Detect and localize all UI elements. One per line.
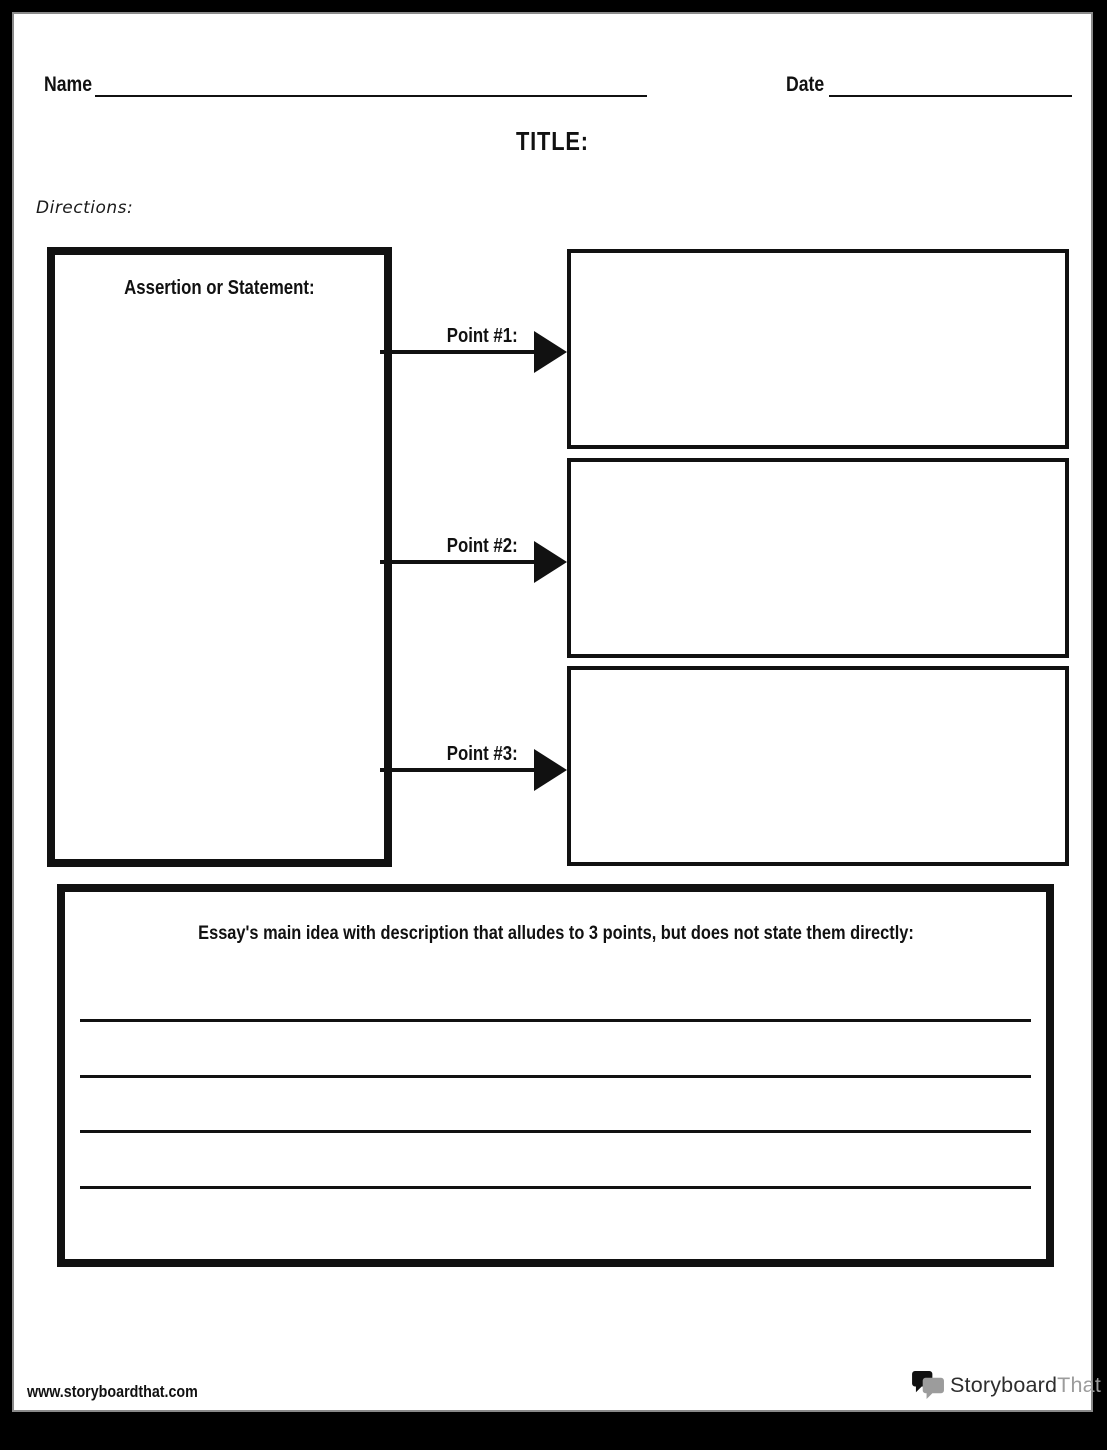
point-1-box[interactable]	[567, 249, 1069, 449]
storyboardthat-logo[interactable]	[912, 1371, 1101, 1400]
date-input-line[interactable]	[829, 95, 1072, 97]
assertion-box[interactable]	[47, 247, 392, 867]
writing-line[interactable]	[80, 1130, 1031, 1133]
point-1-label: Point #1:	[446, 325, 518, 347]
assertion-box-label: Assertion or Statement:	[124, 277, 315, 299]
speech-bubbles-icon	[912, 1371, 945, 1400]
point-1-arrowhead-icon	[534, 331, 567, 373]
name-input-line[interactable]	[95, 95, 647, 97]
point-2-arrow-line	[380, 560, 534, 564]
page-title: TITLE:	[516, 126, 589, 156]
writing-line[interactable]	[80, 1075, 1031, 1078]
directions-label: Directions:	[36, 198, 134, 218]
date-label: Date	[786, 73, 825, 96]
point-3-arrow-line	[380, 768, 534, 772]
point-3-arrowhead-icon	[534, 749, 567, 791]
point-1-arrow-line	[380, 350, 534, 354]
point-2-arrowhead-icon	[534, 541, 567, 583]
worksheet-page	[12, 12, 1101, 1412]
point-3-label: Point #3:	[446, 743, 518, 765]
main-idea-box-label: Essay's main idea with description that alludes to 3 points, but does not state them directly:	[197, 922, 914, 944]
logo-text-primary: Storyboard	[950, 1373, 1058, 1397]
point-2-label: Point #2:	[446, 535, 518, 557]
writing-line[interactable]	[80, 1019, 1031, 1022]
logo-text	[950, 1373, 1101, 1398]
name-label: Name	[44, 73, 93, 96]
logo-text-secondary: That	[1057, 1373, 1101, 1397]
writing-line[interactable]	[80, 1186, 1031, 1189]
point-2-box[interactable]	[567, 458, 1069, 658]
footer-url: www.storyboardthat.com	[27, 1382, 198, 1401]
main-idea-box[interactable]	[57, 884, 1054, 1267]
point-3-box[interactable]	[567, 666, 1069, 866]
